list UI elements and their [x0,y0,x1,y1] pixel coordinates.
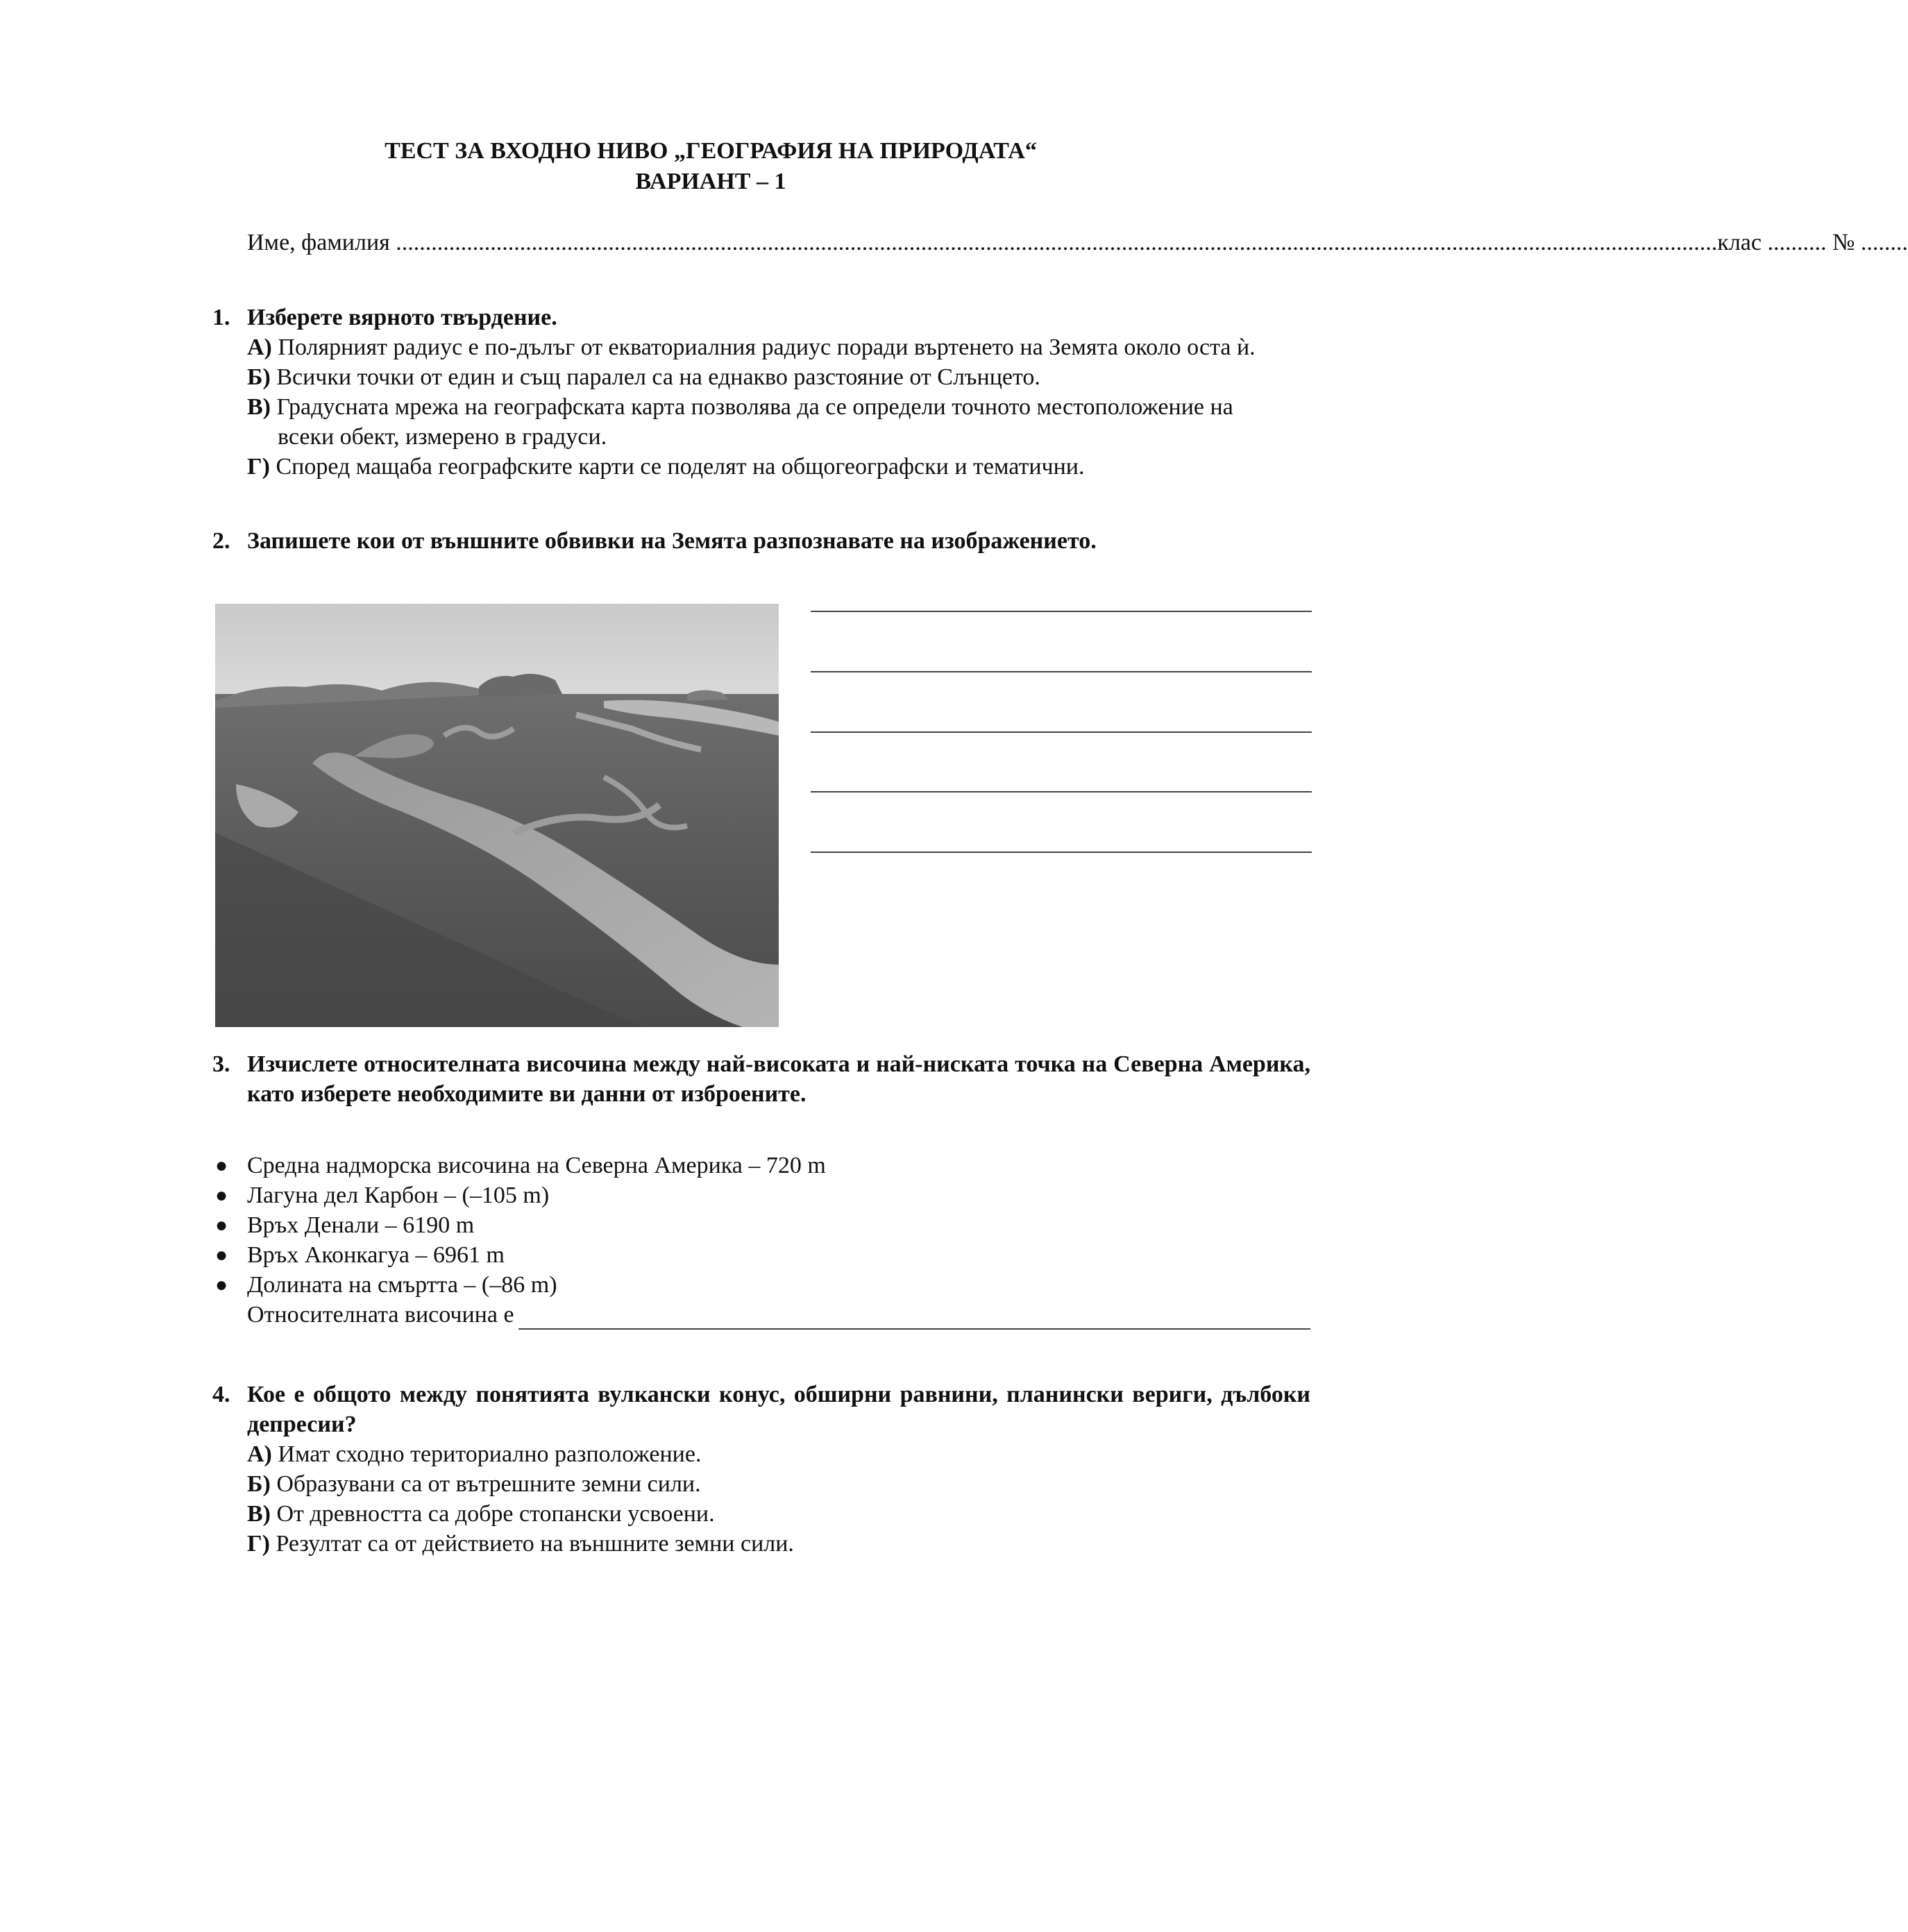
question-4 [212,1380,1310,1559]
bullet-icon: ● [215,1184,228,1207]
option-a[interactable]: А) Имат сходно териториално разположение. [247,1441,702,1467]
answer-line-2[interactable] [811,671,1312,672]
class-label: клас [1717,230,1762,255]
question-prompt: Изберете вярното твърдение. [247,305,557,330]
question-number: 2. [212,528,230,554]
list-item: ● Лагуна дел Карбон – (–105 m) [212,1180,1310,1210]
question-3 [212,1049,1310,1109]
option-d[interactable]: Г) Резултат са от действието на външните земни сили. [247,1531,794,1557]
question-prompt: Запишете кои от външните обвивки на Земята разпознавате на изображението. [247,528,1097,554]
question-2 [212,526,1310,556]
relative-height-field[interactable] [518,1305,1310,1330]
bullet-icon: ● [215,1244,228,1266]
question-number: 1. [212,305,230,330]
option-d[interactable]: Г) Според мащаба географските карти се поделят на общогеографски и тематични. [247,454,1085,480]
bullet-icon: ● [215,1273,228,1296]
question-number: 3. [212,1051,230,1077]
name-label: Име, фамилия [247,230,390,255]
number-field[interactable]: ........ [1855,230,1908,255]
list-item: ● Средна надморска височина на Северна Америка – 720 m [212,1151,1310,1180]
answer-line-5[interactable] [811,851,1312,853]
list-item: ● Връх Аконкагуа – 6961 m [212,1240,1310,1270]
name-field[interactable]: ................................................................................................................................................................................................................................ [389,230,1718,255]
question-1 [212,303,1310,482]
answer-line-4[interactable] [811,791,1312,793]
option-b[interactable]: Б) Образувани са от вътрешните земни сили. [247,1471,701,1497]
answer-label: Относителната височина е [247,1302,514,1328]
data-list [212,1151,1310,1330]
option-c[interactable]: В) От древността са добре стопански усвоени. [247,1501,715,1527]
number-label: № [1832,230,1855,255]
landscape-photo [215,604,779,1027]
bullet-icon: ● [215,1214,228,1237]
answer-line-1[interactable] [811,611,1312,612]
class-field[interactable]: .......... [1761,230,1832,255]
option-c[interactable]: В) Градусната мрежа на географската карта позволява да се определи точното местоположение на всеки обект, измерено в градуси. [247,394,1233,450]
relative-height-answer [212,1300,1310,1330]
question-number: 4. [212,1382,230,1407]
answer-line-3[interactable] [811,731,1312,733]
question-prompt: Изчислете относителната височина между най-високата и най-ниската точка на Северна Америка, като изберете необходимите ви данни от изброените. [247,1051,1310,1107]
question-prompt: Кое е общото между понятията вулкански конус, обширни равнини, планински вериги, дълбоки депресии? [247,1382,1310,1437]
bullet-icon: ● [215,1154,228,1177]
test-variant: ВАРИАНТ – 1 [635,169,786,194]
list-item: ● Връх Денали – 6190 m [212,1210,1310,1240]
option-b[interactable]: Б) Всички точки от един и същ паралел са на еднакво разстояние от Слънцето. [247,364,1040,390]
option-a[interactable]: А) Полярният радиус е по-дълъг от екваториалния радиус поради въртенето на Земята около оста ѝ. [247,334,1256,360]
student-info-line [247,228,1908,258]
list-item: ● Долината на смъртта – (–86 m) [212,1270,1310,1300]
test-title: ТЕСТ ЗА ВХОДНО НИВО „ГЕОГРАФИЯ НА ПРИРОДАТА“ [385,138,1037,164]
